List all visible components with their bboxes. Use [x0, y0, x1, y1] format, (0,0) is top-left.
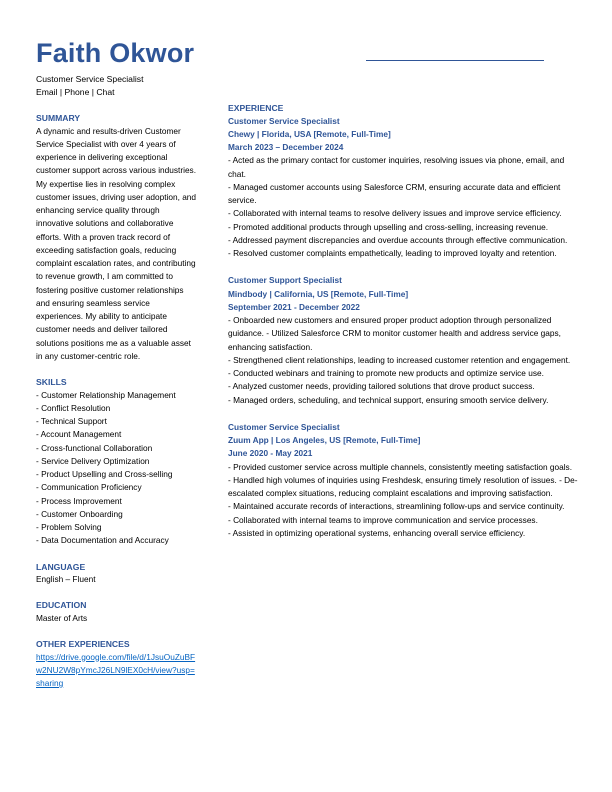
job-bullets: [228, 154, 578, 260]
education-heading: EDUCATION: [36, 600, 87, 611]
job-company: Mindbody | California, US [Remote, Full-Time]: [228, 288, 409, 299]
skill-item: - Problem Solving: [36, 522, 102, 532]
job-bullet: - Provided customer service across multiple channels, consistently meeting satisfaction goals.: [228, 461, 573, 472]
job-bullets: [228, 461, 578, 541]
job-entry: [228, 421, 578, 540]
job-dates: June 2020 - May 2021: [228, 448, 313, 459]
language-heading: LANGUAGE: [36, 561, 86, 572]
skill-item: - Cross-functional Collaboration: [36, 442, 153, 453]
job-bullet: - Collaborated with internal teams to resolve delivery issues and improve service efficiency.: [228, 208, 562, 219]
other-experiences-section: [36, 638, 198, 690]
right-column: [228, 102, 578, 540]
job-bullet: - Acted as the primary contact for customer inquiries, resolving issues via phone, email, and chat.: [228, 155, 565, 179]
job-entry: [228, 115, 578, 261]
job-bullet: - Promoted additional products through upselling and cross-selling, increasing revenue.: [228, 221, 549, 232]
job-bullet: - Handled high volumes of inquiries using Freshdesk, ensuring timely resolution of issues. - De-escalated complex situations, reducing complaint escalations and improving satisfaction.: [228, 474, 578, 498]
job-title: Customer Service Specialist: [228, 421, 340, 432]
skill-item: - Process Improvement: [36, 495, 122, 506]
skill-item: - Technical Support: [36, 416, 107, 426]
job-bullet: - Maintained accurate records of interactions, streamlining follow-ups and service continuity.: [228, 501, 565, 512]
skills-list: [36, 389, 198, 548]
education-text: Master of Arts: [36, 612, 88, 623]
contact-line: Email | Phone | Chat: [36, 87, 115, 97]
job-bullet: - Addressed payment discrepancies and overdue accounts through effective communication.: [228, 234, 568, 245]
job-bullet: - Conducted webinars and training to promote new products and optimize service use.: [228, 368, 544, 378]
candidate-name: Faith Okwor: [36, 38, 195, 68]
job-bullet: - Managed orders, scheduling, and technical support, ensuring smooth service delivery.: [228, 394, 549, 405]
skill-item: - Customer Onboarding: [36, 508, 123, 519]
job-entry: [228, 274, 578, 407]
job-dates: March 2023 – December 2024: [228, 142, 344, 152]
header-divider: [366, 60, 544, 61]
job-title: Customer Service Specialist: [228, 115, 340, 126]
summary-heading: SUMMARY: [36, 113, 81, 123]
skill-item: - Account Management: [36, 429, 122, 440]
other-experiences-heading: OTHER EXPERIENCES: [36, 639, 130, 649]
job-dates: September 2021 - December 2022: [228, 301, 360, 312]
job-bullet: - Strengthened client relationships, leading to increased customer retention and engagement.: [228, 354, 571, 365]
summary-section: [36, 112, 198, 363]
job-bullet: - Resolved customer complaints empathetically, leading to improved loyalty and retention.: [228, 248, 557, 258]
job-bullet: - Collaborated with internal teams to improve communication and service processes.: [228, 514, 538, 525]
skill-item: - Customer Relationship Management: [36, 389, 176, 400]
candidate-title: Customer Service Specialist: [36, 74, 144, 84]
language-text: English – Fluent: [36, 574, 96, 584]
job-title: Customer Support Specialist: [228, 275, 342, 286]
left-column: [36, 112, 198, 690]
skill-item: - Product Upselling and Cross-selling: [36, 469, 173, 479]
experience-heading: EXPERIENCE: [228, 103, 284, 113]
job-bullet: - Managed customer accounts using Salesforce CRM, ensuring accurate data and efficient service.: [228, 181, 561, 205]
job-bullet: - Onboarded new customers and ensured proper product adoption through personalized guidance. - Utilized Salesforce CRM to monitor customer health and address service gaps, enhancing satisfaction.: [228, 315, 561, 352]
skill-item: - Service Delivery Optimization: [36, 455, 150, 466]
skill-item: - Conflict Resolution: [36, 402, 111, 413]
education-section: [36, 599, 198, 625]
language-section: [36, 561, 198, 587]
job-bullets: [228, 314, 578, 407]
job-bullet: - Analyzed customer needs, providing tailored solutions that drove product success.: [228, 381, 535, 392]
portfolio-link[interactable]: https://drive.google.com/file/d/1JsuOuZuBFw2NU2W8pYmcJ26LN9lEX0cH/view?usp=sharing: [36, 651, 196, 688]
skills-section: [36, 376, 198, 548]
skill-item: - Communication Proficiency: [36, 482, 142, 493]
job-company: Chewy | Florida, USA [Remote, Full-Time]: [228, 128, 391, 139]
job-bullet: - Assisted in optimizing operational systems, enhancing overall service efficiency.: [228, 527, 526, 538]
skill-item: - Data Documentation and Accuracy: [36, 535, 169, 546]
skills-heading: SKILLS: [36, 377, 67, 387]
summary-text: A dynamic and results-driven Customer Service Specialist with over 4 years of experience in delivering exceptional customer support across various industries. My expertise lies in resolving complex customer issues, driving user adoption, and enhancing service quality through innovative solutions and collaborative efforts. With a proven track record of exceeding satisfaction goals, reducing complaint escalation rates, and contributing to revenue growth, I am committed to fostering positive customer relationships and ensuring seamless service experiences. My ability to anticipate customer needs and deliver tailored solutions positions me as a valuable asset in any customer-centric role.: [36, 125, 197, 361]
job-company: Zuum App | Los Angeles, US [Remote, Full-Time]: [228, 435, 421, 445]
